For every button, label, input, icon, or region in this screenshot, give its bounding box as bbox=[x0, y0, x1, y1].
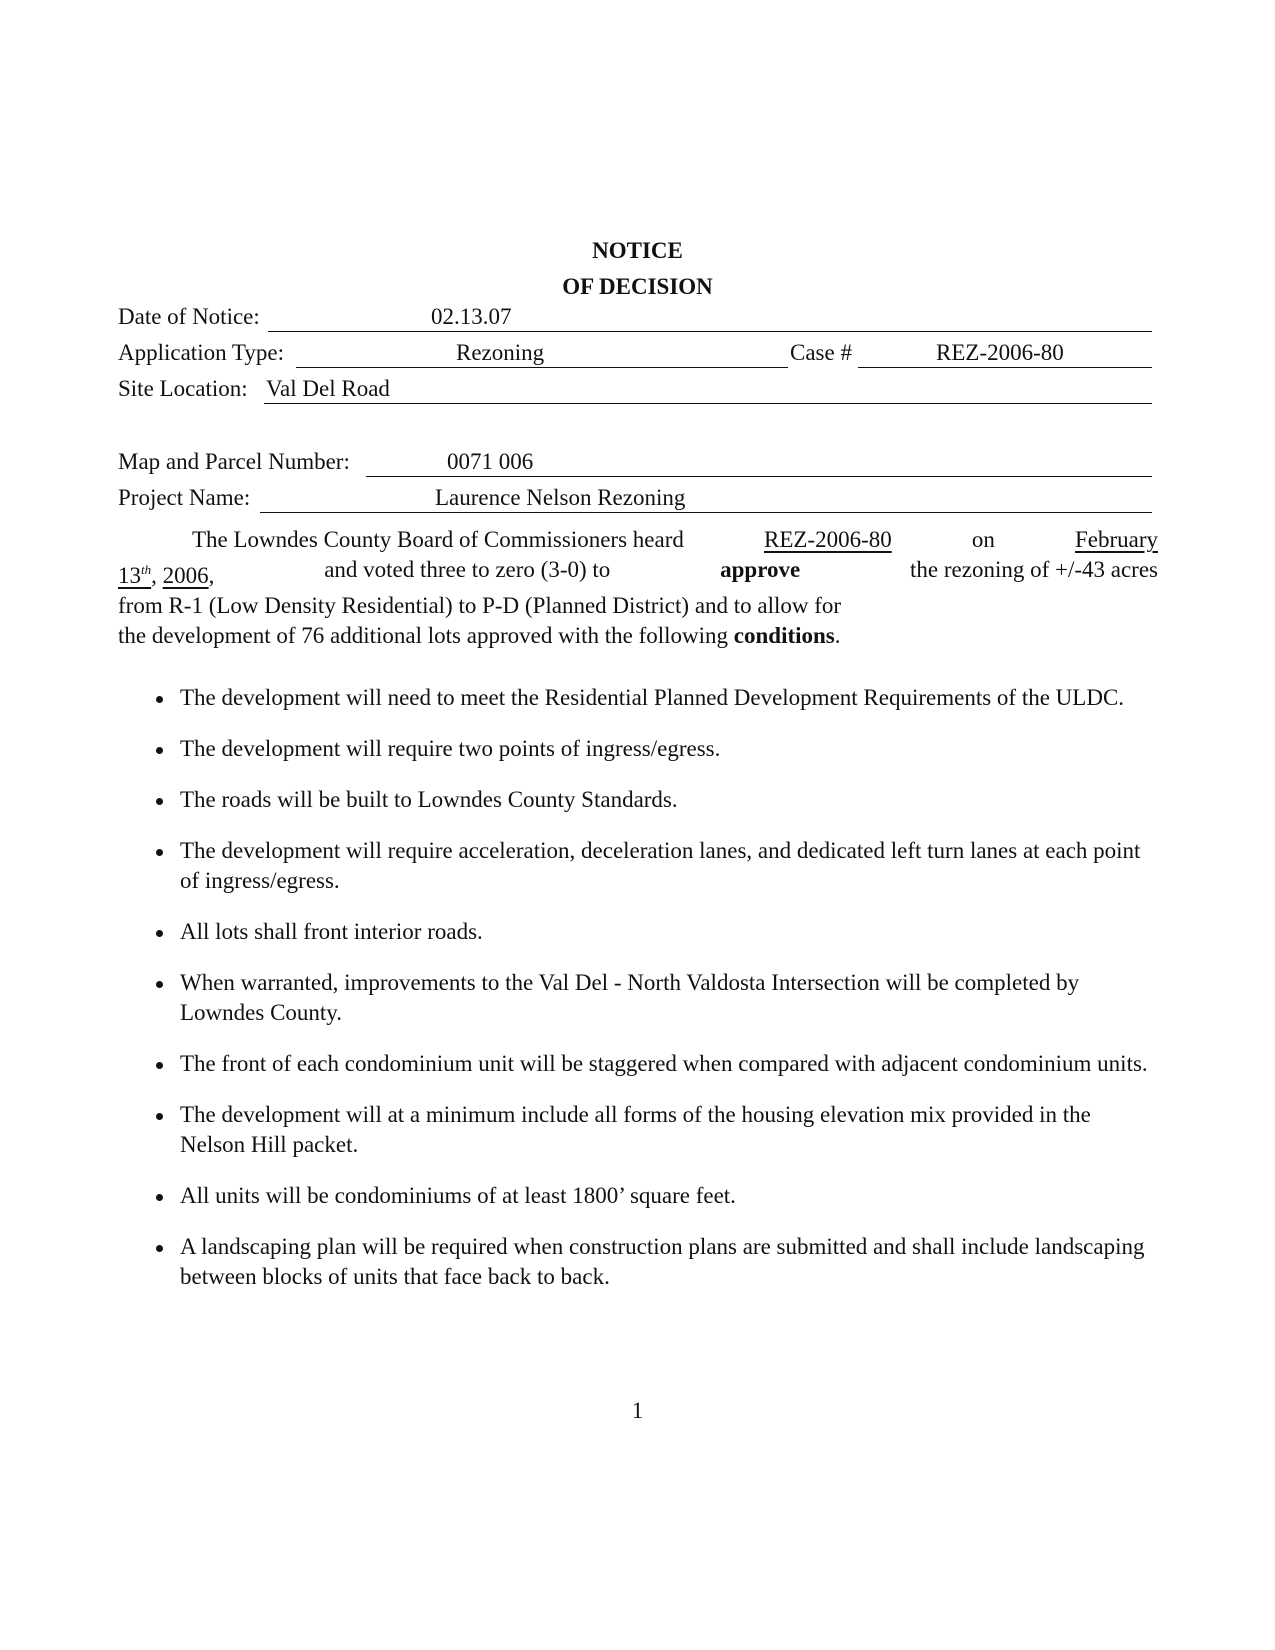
bullet-icon bbox=[156, 747, 163, 754]
date-of-notice-underline bbox=[268, 331, 1152, 332]
hearing-date: 13th, 2006, bbox=[118, 562, 215, 588]
site-location-label: Site Location: bbox=[118, 376, 248, 401]
condition-item bbox=[150, 734, 1160, 764]
application-type-label: Application Type: bbox=[118, 340, 284, 365]
decision-paragraph bbox=[118, 525, 1158, 651]
condition-item bbox=[150, 917, 1160, 947]
condition-item bbox=[150, 1181, 1160, 1211]
condition-item bbox=[150, 683, 1160, 713]
site-location-field bbox=[118, 372, 1152, 404]
bullet-icon bbox=[156, 1245, 163, 1252]
condition-item bbox=[150, 1232, 1160, 1292]
condition-text: The development will at a minimum include all forms of the housing elevation mix provided in the Nelson Hill packet. bbox=[180, 1102, 1091, 1157]
map-parcel-label: Map and Parcel Number: bbox=[118, 449, 350, 474]
hearing-year: 2006 bbox=[162, 563, 209, 588]
date-of-notice-label: Date of Notice: bbox=[118, 304, 260, 329]
condition-text: The roads will be built to Lowndes County Standards. bbox=[180, 787, 678, 812]
application-type-underline bbox=[296, 367, 788, 368]
condition-item bbox=[150, 785, 1160, 815]
application-type-value: Rezoning bbox=[456, 340, 545, 365]
paragraph-on: on bbox=[971, 527, 995, 552]
condition-text: All lots shall front interior roads. bbox=[180, 919, 483, 944]
conditions-text: conditions bbox=[733, 623, 835, 648]
bullet-icon bbox=[156, 981, 163, 988]
bullet-icon bbox=[156, 1062, 163, 1069]
condition-text: The development will require two points of ingress/egress. bbox=[180, 736, 721, 761]
map-parcel-field bbox=[118, 445, 1152, 477]
condition-text: All units will be condominiums of at least 1800’ square feet. bbox=[180, 1183, 736, 1208]
project-name-label: Project Name: bbox=[118, 485, 251, 510]
hearing-day bbox=[118, 563, 151, 588]
paragraph-development: the development of 76 additional lots approved with the following bbox=[118, 623, 729, 648]
paragraph-zoning: from R-1 (Low Density Residential) to P-D (Planned District) and to allow for bbox=[118, 593, 842, 618]
map-parcel-underline bbox=[366, 476, 1152, 477]
notice-title: NOTICE bbox=[592, 238, 683, 263]
approve-text: approve bbox=[720, 557, 801, 582]
hearing-day-number: 13 bbox=[118, 563, 141, 588]
bullet-icon bbox=[156, 849, 163, 856]
paragraph-vote: and voted three to zero (3-0) to bbox=[324, 557, 611, 582]
hearing-month: February bbox=[1074, 527, 1158, 552]
site-location-underline bbox=[264, 403, 1152, 404]
condition-text: The front of each condominium unit will be staggered when compared with adjacent condominium units. bbox=[180, 1051, 1148, 1076]
paragraph-intro: The Lowndes County Board of Commissioners heard bbox=[192, 527, 684, 552]
bullet-icon bbox=[156, 1113, 163, 1120]
date-of-notice-field bbox=[118, 300, 1152, 332]
case-number-underline bbox=[858, 367, 1152, 368]
conditions-list bbox=[150, 683, 1160, 1313]
condition-text: A landscaping plan will be required when construction plans are submitted and shall include landscaping between blocks of units that face back to back. bbox=[180, 1234, 1145, 1289]
paragraph-line bbox=[118, 591, 1158, 621]
application-type-field bbox=[118, 336, 1152, 368]
condition-text: When warranted, improvements to the Val Del - North Valdosta Intersection will be completed by Lowndes County. bbox=[180, 970, 1080, 1025]
site-location-value: Val Del Road bbox=[266, 376, 390, 401]
condition-item bbox=[150, 836, 1160, 896]
bullet-icon bbox=[156, 696, 163, 703]
condition-text: The development will require acceleration, deceleration lanes, and dedicated left turn lanes at each point of ingress/egress. bbox=[180, 838, 1141, 893]
project-name-value: Laurence Nelson Rezoning bbox=[435, 485, 686, 510]
paragraph-line bbox=[118, 555, 1158, 591]
case-reference: REZ-2006-80 bbox=[763, 527, 892, 552]
condition-item bbox=[150, 968, 1160, 1028]
bullet-icon bbox=[156, 798, 163, 805]
condition-item bbox=[150, 1049, 1160, 1079]
bullet-icon bbox=[156, 930, 163, 937]
paragraph-line bbox=[118, 525, 1158, 555]
condition-text: The development will need to meet the Residential Planned Development Requirements of the ULDC. bbox=[180, 685, 1125, 710]
hearing-day-suffix: th bbox=[141, 562, 152, 577]
case-number-value: REZ-2006-80 bbox=[936, 340, 1064, 365]
page-number: 1 bbox=[631, 1398, 644, 1423]
project-name-field bbox=[118, 481, 1152, 513]
condition-item bbox=[150, 1100, 1160, 1160]
case-number-label: Case # bbox=[790, 340, 852, 365]
map-parcel-value: 0071 006 bbox=[447, 449, 534, 474]
paragraph-rezoning: the rezoning of +/-43 acres bbox=[910, 557, 1158, 582]
decision-title: OF DECISION bbox=[562, 274, 713, 299]
paragraph-period: . bbox=[834, 623, 841, 648]
date-of-notice-value: 02.13.07 bbox=[431, 304, 512, 329]
bullet-icon bbox=[156, 1194, 163, 1201]
project-name-underline bbox=[260, 512, 1152, 513]
paragraph-line bbox=[118, 621, 1158, 651]
